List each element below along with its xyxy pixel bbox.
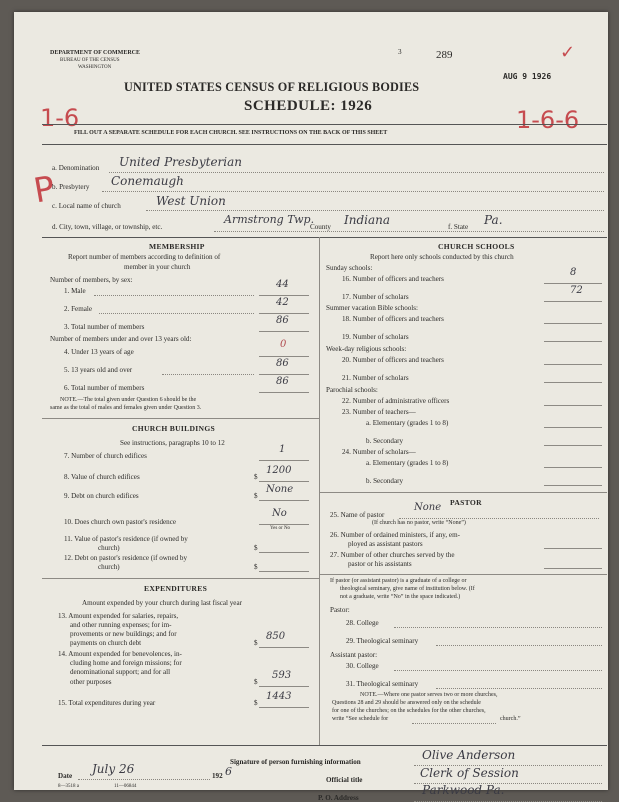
q11-label-1: 11. Value of pastor's residence (if owned by: [64, 535, 188, 543]
q21-label: 21. Number of scholars: [342, 374, 409, 382]
date-label: Date: [58, 772, 73, 780]
q25-note: (If church has no pastor, write “None”): [372, 520, 466, 526]
q23-label: 23. Number of teachers—: [342, 408, 416, 416]
membership-note-1: NOTE.—The total given under Question 6 should be the: [60, 397, 197, 403]
department-name: DEPARTMENT OF COMMERCE: [50, 50, 141, 56]
membership-note-2: same as the total of males and females given under Question 3.: [50, 405, 202, 411]
pastor-note-4: write “See schedule for: [332, 716, 389, 722]
q13-label-3: provements or new buildings; and for: [70, 630, 177, 638]
q9-value: None: [266, 484, 294, 495]
year-prefix: 192: [212, 772, 223, 780]
q16-value: 8: [570, 267, 577, 278]
schedule-number: 289: [436, 49, 453, 61]
q17-label: 17. Number of scholars: [342, 293, 409, 301]
q26-label-2: ployed as assistant pastors: [348, 540, 423, 548]
q17-value: 72: [570, 285, 583, 296]
county-label: County: [310, 223, 331, 231]
q3-value: 86: [276, 315, 289, 326]
q14-value: 593: [272, 670, 292, 681]
sunday-heading: Sunday schools:: [326, 264, 373, 272]
age-heading: Number of members under and over 13 years old:: [50, 335, 192, 343]
q20-label: 20. Number of officers and teachers: [342, 356, 444, 364]
presbytery-label: b. Presbytery: [52, 183, 90, 191]
pastor-subheading: Pastor:: [330, 606, 350, 614]
q2-value: 42: [276, 297, 289, 308]
pastor-note-2: Questions 28 and 29 should be answered only on the schedule: [332, 700, 481, 706]
official-title-value: Clerk of Session: [420, 766, 519, 780]
bureau-name: BUREAU OF THE CENSUS: [60, 58, 120, 63]
expenditures-intro: Amount expended by your church during last fiscal year: [82, 599, 242, 607]
year-value: 6: [225, 765, 232, 778]
parochial-heading: Parochial schools:: [326, 386, 378, 394]
q10-label: 10. Does church own pastor's residence: [64, 518, 176, 526]
q31-label: 31. Theological seminary: [346, 680, 419, 688]
form-subtitle: SCHEDULE: 1926: [244, 98, 373, 114]
q16-label: 16. Number of officers and teachers: [342, 275, 444, 283]
q8-label: 8. Value of church edifices: [64, 473, 140, 481]
q7-label: 7. Number of church edifices: [64, 452, 147, 460]
q27-label-1: 27. Number of other churches served by the: [330, 551, 455, 559]
q8-dollar: $: [254, 473, 258, 481]
q25-label: 25. Name of pastor: [330, 511, 385, 519]
graduate-instruction-3: not a graduate, write “No” in the space indicated.): [340, 594, 461, 600]
q3-label: 3. Total number of members: [64, 323, 145, 331]
q4-label: 4. Under 13 years of age: [64, 348, 134, 356]
q15-dollar: $: [254, 699, 258, 707]
official-title-label: Official title: [326, 776, 363, 784]
bureau-city: WASHINGTON: [78, 65, 112, 70]
red-check-mark: ✓: [560, 42, 576, 63]
q12-label-2: church): [98, 563, 120, 571]
presbytery-value: Conemaugh: [111, 174, 184, 188]
signature-label: Signature of person furnishing information: [230, 758, 361, 766]
q11-dollar: $: [254, 544, 258, 552]
q13-dollar: $: [254, 639, 258, 647]
q14-label-2: cluding home and foreign missions; for: [70, 659, 182, 667]
po-address-label: P. O. Address: [318, 794, 359, 802]
summer-heading: Summer vacation Bible schools:: [326, 304, 419, 312]
q14-dollar: $: [254, 678, 258, 686]
pastor-note-5: church.”: [500, 716, 521, 722]
city-label: d. City, town, village, or township, etc.: [52, 223, 163, 231]
q13-value: 850: [266, 631, 286, 642]
q22-label: 22. Number of administrative officers: [342, 397, 450, 405]
pastor-note-3: for one of the churches; on the schedules for the other churches,: [332, 708, 486, 714]
schools-heading: CHURCH SCHOOLS: [438, 242, 515, 251]
form-code-2: 11—06844: [114, 784, 137, 789]
q10-value: No: [272, 508, 287, 519]
date-value: July 26: [92, 762, 135, 776]
q11-label-2: church): [98, 544, 120, 552]
q26-label-1: 26. Number of ordained ministers, if any, em-: [330, 531, 460, 539]
graduate-instruction-2: theological seminary, give name of institution below. (If: [340, 586, 475, 592]
q6-label: 6. Total number of members: [64, 384, 145, 392]
instruction-line: FILL OUT A SEPARATE SCHEDULE FOR EACH CHURCH. SEE INSTRUCTIONS ON THE BACK OF THIS SHEET: [74, 130, 388, 136]
assistant-pastor-subheading: Assistant pastor:: [330, 651, 378, 659]
membership-intro-2: member in your church: [124, 263, 191, 271]
form-code: 8—3518 a: [58, 784, 79, 789]
date-stamp: AUG 9 1926: [503, 72, 552, 81]
denomination-label: a. Denomination: [52, 164, 100, 172]
census-schedule-sheet: [14, 12, 608, 802]
q8-value: 1200: [266, 465, 292, 476]
q15-label: 15. Total expenditures during year: [58, 699, 156, 707]
po-address-value: Parkwood Pa.: [422, 783, 505, 797]
form-title: UNITED STATES CENSUS OF RELIGIOUS BODIES: [124, 80, 420, 94]
q14-label-3: denominational support; and for all: [70, 668, 171, 676]
q5-value: 86: [276, 358, 289, 369]
local-name-label: c. Local name of church: [52, 202, 121, 210]
pastor-heading: PASTOR: [450, 498, 482, 507]
graduate-instruction-1: If pastor (or assistant pastor) is a graduate of a college or: [330, 578, 467, 584]
schools-intro: Report here only schools conducted by this church: [370, 253, 514, 261]
q24a-label: a. Elementary (grades 1 to 8): [366, 459, 449, 467]
q14-label-4: other purposes: [70, 678, 112, 686]
q7-value: 1: [279, 444, 286, 455]
q18-label: 18. Number of officers and teachers: [342, 315, 444, 323]
q5-label: 5. 13 years old and over: [64, 366, 133, 374]
q23b-label: b. Secondary: [366, 437, 404, 445]
q14-label-1: 14. Amount expended for benevolences, in-: [58, 650, 182, 658]
state-value: Pa.: [484, 213, 503, 227]
buildings-heading: CHURCH BUILDINGS: [132, 424, 216, 433]
red-p-mark: P: [30, 168, 58, 212]
q30-label: 30. College: [346, 662, 379, 670]
yes-no-caption: Yes or No: [270, 526, 291, 531]
expenditures-heading: EXPENDITURES: [144, 584, 208, 593]
q4-value: 0: [280, 339, 287, 350]
county-value: Indiana: [344, 213, 391, 227]
red-annotation-left: 1-6: [40, 104, 80, 132]
q29-label: 29. Theological seminary: [346, 637, 419, 645]
q13-label-1: 13. Amount expended for salaries, repairs,: [58, 612, 179, 620]
membership-heading: MEMBERSHIP: [149, 242, 205, 251]
q13-label-2: and other running expenses; for im-: [70, 621, 172, 629]
local-name-value: West Union: [156, 194, 226, 208]
small-number: 3: [398, 48, 402, 56]
q1-label: 1. Male: [64, 287, 86, 295]
membership-intro-1: Report number of members according to definition of: [68, 253, 221, 261]
weekday-heading: Week-day religious schools:: [326, 345, 407, 353]
buildings-intro: See instructions, paragraphs 10 to 12: [120, 439, 225, 447]
q19-label: 19. Number of scholars: [342, 333, 409, 341]
denomination-value: United Presbyterian: [119, 155, 243, 169]
q9-dollar: $: [254, 492, 258, 500]
state-label: f. State: [448, 223, 469, 231]
q13-label-4: payments on church debt: [70, 639, 142, 647]
city-value: Armstrong Twp.: [224, 213, 315, 226]
q1-value: 44: [276, 279, 289, 290]
q27-label-2: pastor or his assistants: [348, 560, 412, 568]
q24b-label: b. Secondary: [366, 477, 404, 485]
pastor-note-1: NOTE.—Where one pastor serves two or more churches,: [360, 692, 498, 698]
by-sex-heading: Number of members, by sex:: [50, 276, 133, 284]
q9-label: 9. Debt on church edifices: [64, 492, 139, 500]
red-annotation-right: 1-6-6: [516, 106, 580, 134]
q12-dollar: $: [254, 563, 258, 571]
q23a-label: a. Elementary (grades 1 to 8): [366, 419, 449, 427]
q6-value: 86: [276, 376, 289, 387]
q2-label: 2. Female: [64, 305, 92, 313]
q28-label: 28. College: [346, 619, 379, 627]
q24-label: 24. Number of scholars—: [342, 448, 416, 456]
signature-value: Olive Anderson: [422, 748, 516, 762]
q12-label-1: 12. Debt on pastor's residence (if owned by: [64, 554, 188, 562]
q15-value: 1443: [266, 691, 292, 702]
q25-value: None: [414, 502, 442, 513]
